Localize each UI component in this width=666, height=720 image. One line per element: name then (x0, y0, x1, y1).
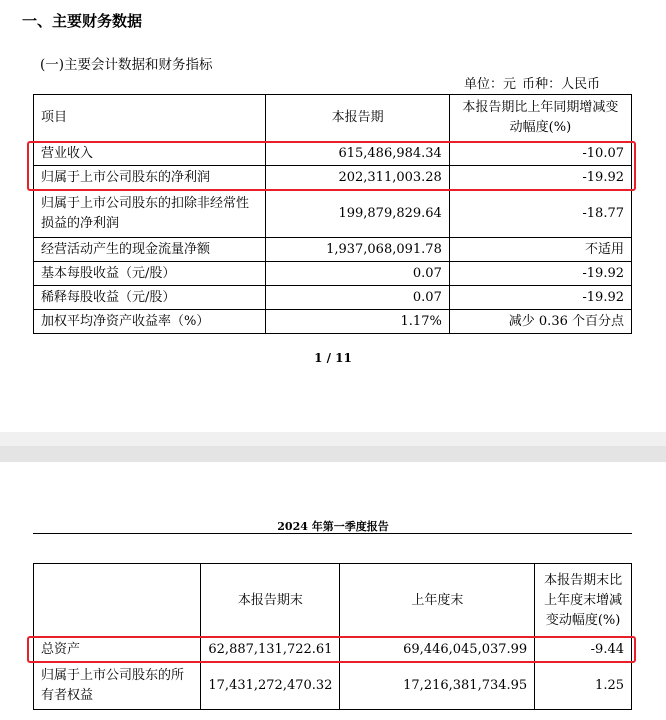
row-label: 稀释每股收益（元/股） (34, 286, 266, 310)
row-label: 经营活动产生的现金流量净额 (34, 238, 266, 262)
row-last-year-end: 69,446,045,037.99 (340, 638, 535, 662)
row-value: 615,486,984.34 (266, 142, 449, 166)
table-row (34, 310, 632, 334)
row-value: 202,311,003.28 (266, 166, 449, 190)
table-row (34, 238, 632, 262)
row-label: 归属于上市公司股东的净利润 (34, 166, 266, 190)
row-change: -19.92 (449, 262, 631, 286)
row-change: -10.07 (449, 142, 631, 166)
header-current-period: 本报告期 (266, 95, 449, 142)
page-number: 1 / 11 (314, 351, 352, 365)
row-period-end: 62,887,131,722.61 (201, 638, 340, 662)
row-label: 基本每股收益（元/股） (34, 262, 266, 286)
row-change: -18.77 (449, 190, 631, 238)
row-last-year-end: 17,216,381,734.95 (340, 662, 535, 710)
row-value: 199,879,829.64 (266, 190, 449, 238)
row-change: 不适用 (449, 238, 631, 262)
table-row (34, 662, 632, 710)
table-row (34, 286, 632, 310)
highlight-box-bottom (27, 636, 636, 663)
header-change-pct: 本报告期末比上年度末增减变动幅度(%) (535, 564, 632, 638)
row-label: 营业收入 (34, 142, 266, 166)
table-row (34, 190, 632, 238)
row-label: 加权平均净资产收益率（%） (34, 310, 266, 334)
unit-line: 单位：元 币种：人民币 (464, 77, 601, 92)
row-value: 0.07 (266, 262, 449, 286)
table-row (34, 262, 632, 286)
header-item: 项目 (34, 95, 266, 142)
row-value: 0.07 (266, 286, 449, 310)
row-value: 1,937,068,091.78 (266, 238, 449, 262)
table-header-row (34, 95, 632, 142)
report-header: 2024 年第一季度报告 (277, 520, 389, 533)
row-change: -9.44 (535, 638, 632, 662)
highlight-box-top (27, 141, 636, 191)
header-rule (33, 533, 632, 534)
page-separator-shadow (0, 446, 666, 462)
row-period-end: 17,431,272,470.32 (201, 662, 340, 710)
main-financial-table (33, 94, 632, 334)
row-change: 1.25 (535, 662, 632, 710)
row-value: 1.17% (266, 310, 449, 334)
row-label: 总资产 (34, 638, 201, 662)
sub-title: (一)主要会计数据和财务指标 (40, 57, 213, 73)
row-change: -19.92 (449, 166, 631, 190)
header-period-end: 本报告期末 (201, 564, 340, 638)
row-label: 归属于上市公司股东的所有者权益 (34, 662, 201, 710)
row-label: 归属于上市公司股东的扣除非经常性损益的净利润 (34, 190, 266, 238)
header-blank (34, 564, 201, 638)
row-change: 减少 0.36 个百分点 (449, 310, 631, 334)
section-title: 一、主要财务数据 (22, 12, 143, 30)
header-change-pct: 本报告期比上年同期增减变动幅度(%) (449, 95, 631, 142)
header-last-year-end: 上年度末 (340, 564, 535, 638)
table-header-row (34, 564, 632, 638)
row-change: -19.92 (449, 286, 631, 310)
